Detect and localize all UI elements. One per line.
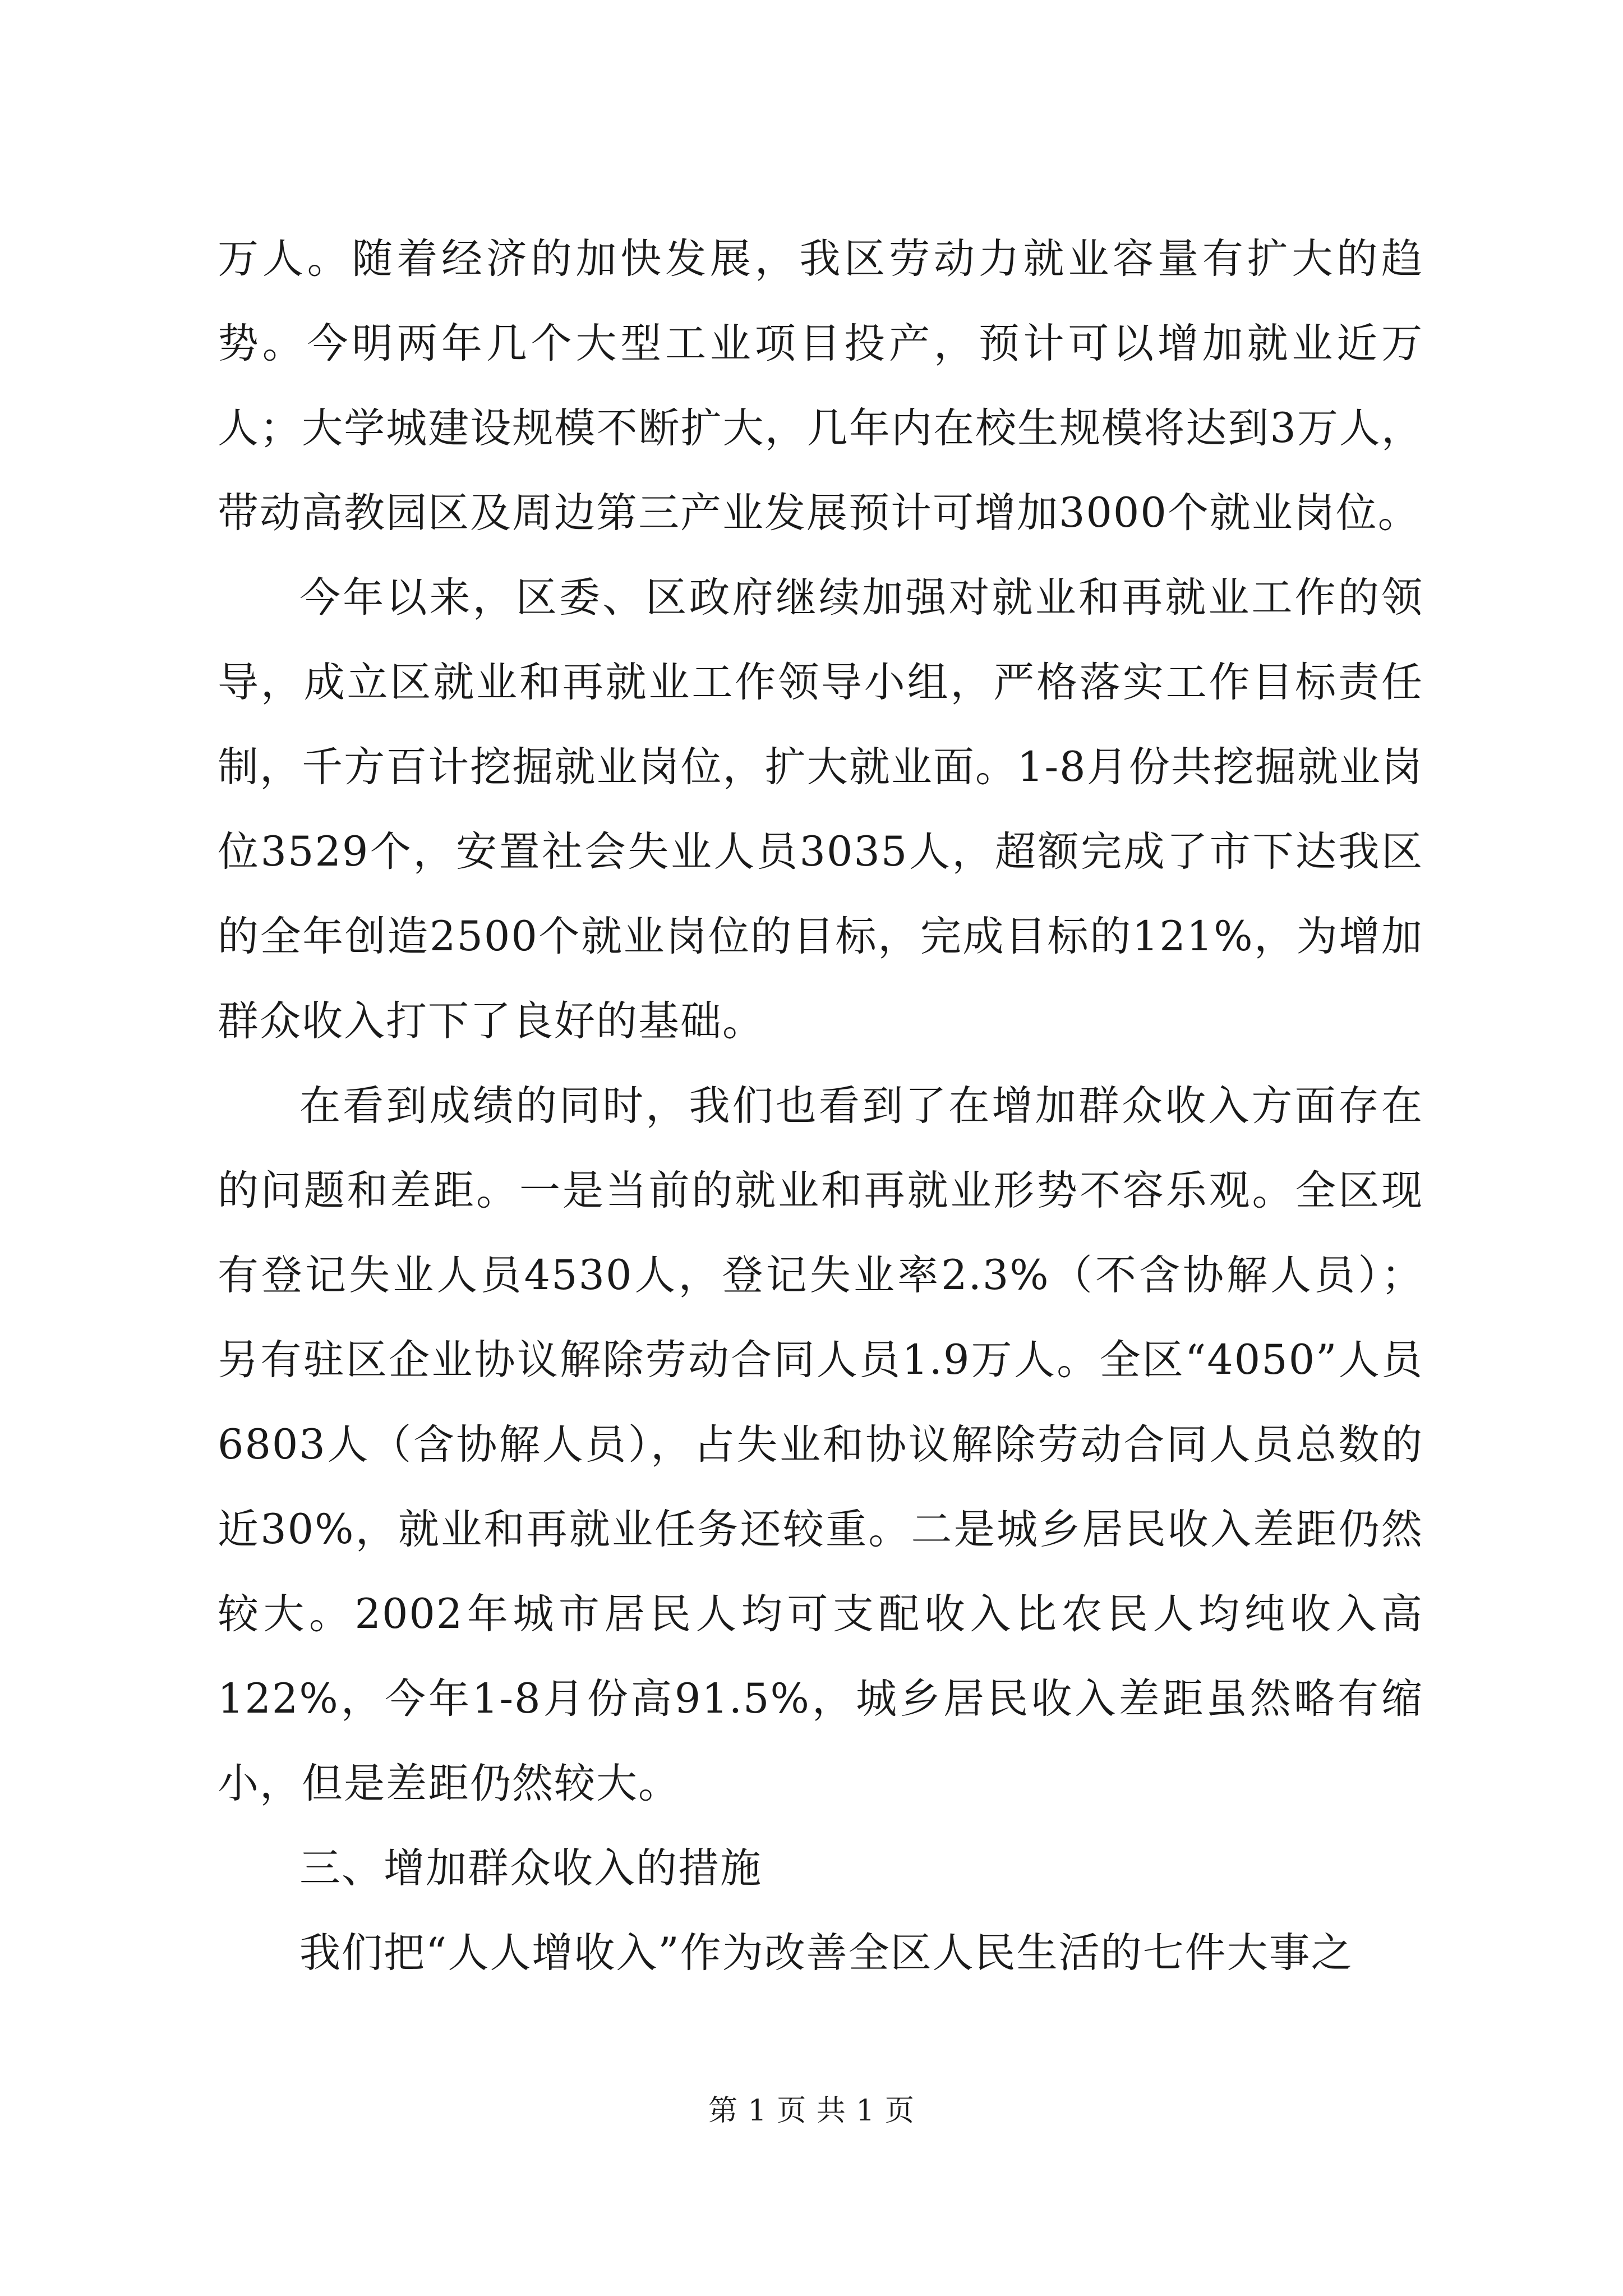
paragraph-problems-gaps: 在看到成绩的同时，我们也看到了在增加群众收入方面存在的问题和差距。一是当前的就业和再就业形势不容乐观。全区现有登记失业人员4530人，登记失业率2.3%（不含协解人员）；另有驻区企业协议解除劳动合同人员1.9万人。全区“4050”人员6803人（含协解人员），占失业和协议解除劳动合同人员总数的近30%，就业和再就业任务还较重。二是城乡居民收入差距仍然较大。2002年城市居民人均可支配收入比农民人均纯收入高122%，今年1-8月份高91.5%，城乡居民收入差距虽然略有缩小，但是差距仍然较大。 [218,1082,1423,1807]
page-footer: 第 1 页 共 1 页 [708,2094,915,2128]
paragraph-measures-intro: 我们把“人人增收入”作为改善全区人民生活的七件大事之 [299,1929,1353,1977]
paragraph-employment-work: 今年以来，区委、区政府继续加强对就业和再就业工作的领导，成立区就业和再就业工作领导小组，严格落实工作目标责任制，千方百计挖掘就业岗位，扩大就业面。1-8月份共挖掘就业岗位3529个，安置社会失业人员3035人，超额完成了市下达我区的全年创造2500个就业岗位的目标，完成目标的121%，为增加群众收入打下了良好的基础。 [218,574,1423,1045]
paragraph-continuation: 万人。随着经济的加快发展，我区劳动力就业容量有扩大的趋势。今明两年几个大型工业项目投产，预计可以增加就业近万人；大学城建设规模不断扩大，几年内在校生规模将达到3万人，带动高教园区及周边第三产业发展预计可增加3000个就业岗位。 [218,235,1423,537]
document-body [218,217,1423,1995]
section-heading-measures: 三、增加群众收入的措施 [299,1844,762,1892]
